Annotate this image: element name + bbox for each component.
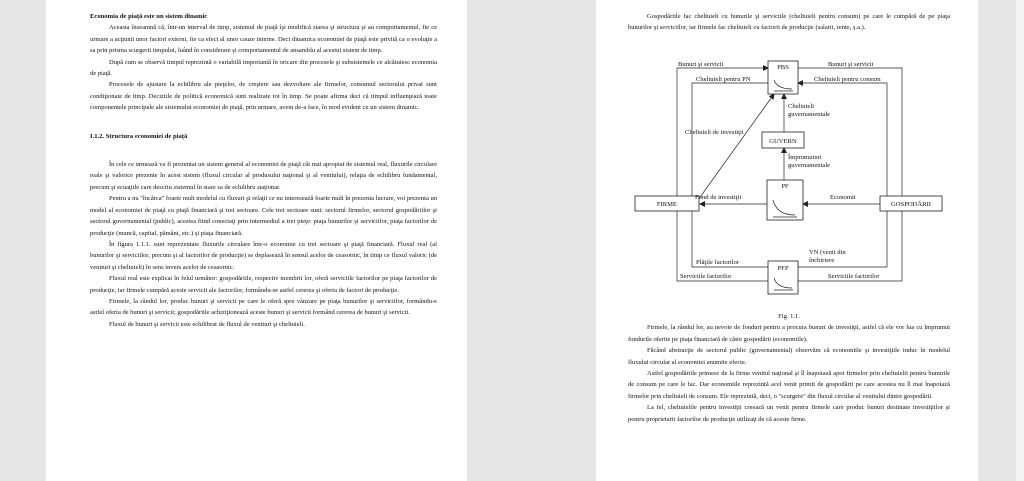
paragraph: Gospodăriile fac cheltuieli cu bunurile şi serviciile (cheltuieli pentru consum) pe care le cumpără de pe piaţa bunurilor şi serviciilor, iar firmele fac cheltuieli cu factorii de producţie (salarii, rente, ş.a.). (628, 13, 950, 32)
flow-label: Cheltuieli de investiţii (685, 129, 744, 136)
flow-label: VN (venit din (809, 249, 846, 256)
flow-line (677, 211, 768, 281)
node-label: GUVERN (769, 138, 797, 145)
section-heading: I.1.2. Structura economiei de piață (90, 132, 188, 140)
flow-line (798, 68, 902, 196)
paragraph: La fel, cheltuielile pentru investiţii creează un venit pentru firmele care produc bunuri destinate investiţiilor şi pentru proprietarii factorilor de producţie utilizaţi de că aceste firme. (628, 404, 950, 423)
paragraph: În cele ce urmează va fi prezentat un sistem general al economiei de piaţă cât mai apropiat de sistemul real, fluxurile circulare reale şi valorice prezente în acest sistem (fluxul circular al produsului naţional şi al venitului), relaţia de echilibru fundamental, precum şi ecuaţiile care descriu sistemul în stare sa de echilibru staţionar. (90, 161, 437, 191)
firme-node (635, 196, 699, 211)
document-page-right (596, 0, 978, 481)
gospodarii-node (880, 196, 942, 211)
flow-label: Economii (830, 194, 856, 201)
page-text-column (90, 11, 437, 330)
flow-label: Bunuri şi servicii (678, 61, 724, 68)
flow-label: Bunuri şi servicii (828, 61, 874, 68)
pbs-node (768, 61, 798, 94)
flow-label: închiriere (809, 257, 835, 264)
section-title: Economia de piață este un sistem dinamic (90, 13, 208, 20)
next-page-edge (1016, 0, 1024, 481)
circular-flow-diagram (632, 58, 944, 310)
flow-line (692, 83, 768, 196)
pfp-node (768, 261, 798, 294)
node-label: PBS (777, 64, 789, 71)
flow-label: Serviciile factorilor (680, 273, 732, 280)
paragraph: După cum se observă timpul reprezintă o variabilă importantă în oricare din procesele şi subsistemele ce alcătuiesc economia de piaţă. (90, 58, 437, 78)
flow-label: Plăţile factorilor (696, 259, 740, 266)
flow-label: Cheltuieli pentru PN (696, 76, 751, 83)
paragraph: Făcând abstracţie de sectorul public (guvernamental) observăm că economiile şi investiţiile induc în modelul fluxului circular al economiei anumite efecte. (628, 347, 950, 366)
flow-label: guvernamentale (788, 111, 831, 118)
paragraph: Astfel gospodăriile primesc de la firme venitul naţional şi îl înapoiază apoi firmelor prin cheltuielii pentru bunurile de consum pe care le fac. Dar economiile reprezintă acel venit primit de gospodării pe care acestea nu îl mai înapoiază firmelor prin cheltuieli de consum. Ele reprezintă, deci, o "scurgere" din fluxul circular al venitului dintre gospodării. (628, 370, 950, 400)
flow-line (798, 83, 887, 196)
node-label: FIRME (656, 201, 678, 208)
paragraph: Pentru a nu "încărca" foarte mult modelul cu fluxuri şi relaţii ce nu interesează foarte mult în prezenta lucrare, voi prezenta un model al economiei de piaţă cu piaţă financiară şi trei sectoare. Cele trei sectoare sunt: sectorul firmelor, sectorul gospodăriilor şi sectorul guvernamental (public), acestea fiind conectaţi prin intermediul a trei pieţe: piaţa bunurilor şi serviciilor, piaţa factorilor de producţie (muncă, capital, pământ, etc.) şi piaţa financiară. (90, 195, 437, 237)
flow-label: Cheltuieli pentru consum (814, 76, 881, 83)
flow-label: Serviciile factorilor (828, 273, 880, 280)
paragraph: Fluxul de bunuri şi servicii este echilibrat de fluxul de venituri şi cheltuieli. (109, 320, 305, 328)
paragraph: Fluxul real este explicat în felul următor: gospodăriile, respectiv membrii lor, oferă serviciile factorilor pe piaţa factorilor de producţie, iar firmele cumpără aceste servicii ale factorilor, formându-se astfel cererea şi oferta de factori de producţie. (90, 275, 437, 294)
pf-node (767, 180, 803, 220)
node-label: PFP (777, 265, 789, 272)
document-page-left (46, 0, 467, 481)
flow-label: Cheltuieli (788, 103, 815, 110)
node-label: PF (781, 183, 789, 190)
paragraph: Firmele, la rândul lor, produc bunuri şi servicii pe care le oferă spre vânzare pe piaţa bunurilor şi serviciilor, formându-e astfel oferta de bunuri şi servicii; gospodăriile achiziţionează aceste bunuri şi servicii formând cererea de bunuri şi servicii. (90, 297, 437, 317)
page-text-column (628, 11, 950, 34)
flow-line (798, 211, 902, 281)
page-text-column (628, 311, 950, 425)
paragraph: În figura 1.1.1. sunt reprezentate fluxurile circulare într-o economie cu trei sectoare şi piaţă financiară. Fluxul real (al bunurilor şi serviciilor, precum şi al factorilor de producţie) se deplasează în sensul acelor de ceasornic, în timp ce fluxul valoric (de venituri şi cheltuieli) în sens invers acelor de ceasornic. (90, 240, 437, 271)
flow-label: guvernamentale (788, 162, 831, 169)
paragraph: Aceasta înseamnă că, într-un interval de timp, sistemul de piaţă îşi modifică starea şi structura şi au comportamentul, fie ce urmare a acţiunii unor factori externi, fie ca efect al unor cauze interne. Deci dinamica economiei de piaţă este privită ca o evoluţie a sa prin prisma scurgerii timpului, luând în considerare şi comportamentul de ansamblu al acestui sistem de timp. (90, 24, 437, 55)
node-label: GOSPODĂRII (891, 201, 931, 208)
paragraph: Procesele de ajustare la echilibru ale pieţelor, de creştere sau dezvoltare ale firmelor, consumul sectorului privat sunt condiţionate de timp. Deciziile de politică economică sunt realizate tot în timp. Se poate afirma deci că timpul influenţează toate componentele principale ale sistemului economiei de piaţă, prin urmare, avem de-a face, în mod evident cu un sistem dinamic. (90, 81, 437, 112)
paragraph: Firmele, la rândul lor, au nevoie de fonduri pentru a procura bunuri de investiţii, astfel că ele vor lua cu împrumut fondurile oferite pe piaţa financiară de către gospodării (economiile). (628, 324, 950, 343)
flow-label: Împrumuturi (788, 154, 822, 161)
figure-caption: Fig. 1.1. (778, 313, 800, 320)
flow-label: Fond de investiţii (695, 194, 742, 201)
guvern-node (762, 132, 804, 148)
